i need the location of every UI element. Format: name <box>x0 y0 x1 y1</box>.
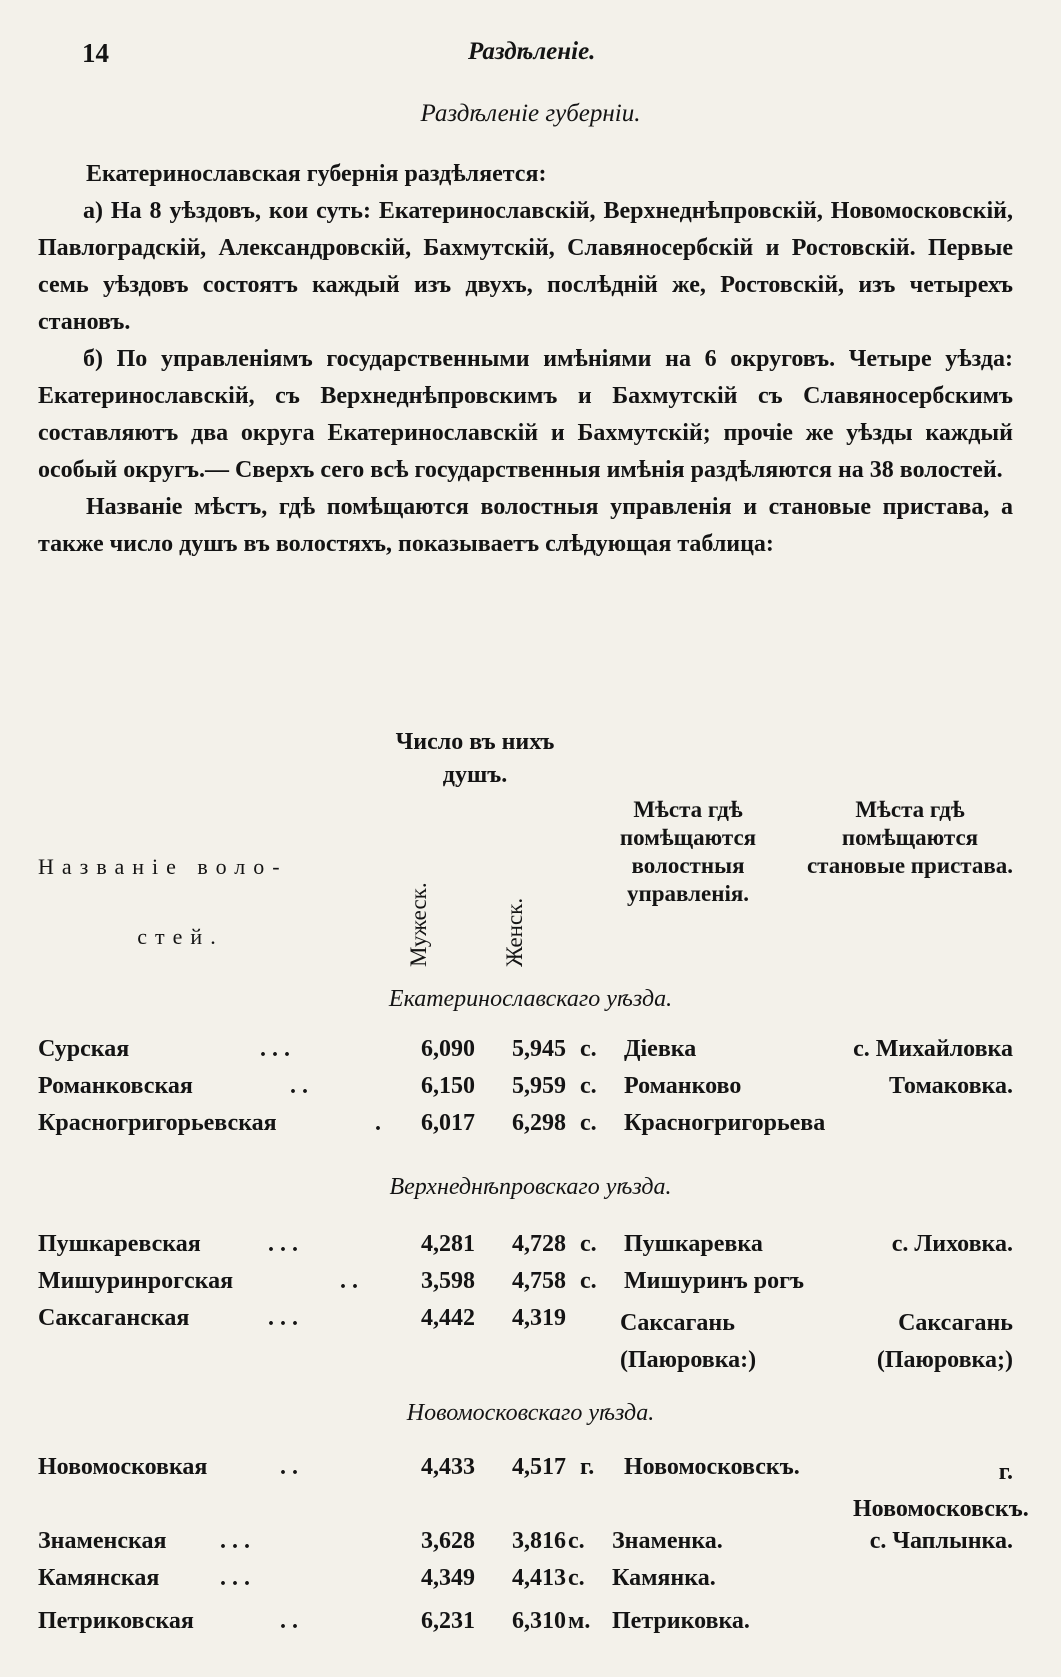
female-count: 6,298 <box>512 1110 566 1136</box>
leader-dots: . <box>375 1110 381 1136</box>
stan-place: г. Новомосковскъ. <box>853 1459 1029 1522</box>
leader-dots: . . . <box>268 1231 298 1257</box>
female-count: 4,728 <box>512 1231 566 1257</box>
volost-place: Знаменка. <box>612 1528 723 1554</box>
table-row <box>0 1110 1061 1147</box>
page-header <box>0 38 1061 78</box>
male-count: 4,433 <box>421 1454 475 1480</box>
volost-place: Романково <box>624 1073 742 1099</box>
male-count: 4,281 <box>421 1231 475 1257</box>
volost-place: Діевка <box>624 1036 697 1062</box>
header-souls-count: Число въ нихъ душъ. <box>395 729 555 788</box>
section-title: Раздѣленіе губерніи. <box>420 100 641 127</box>
female-count: 6,310 <box>512 1608 566 1634</box>
paragraph-a: а) На 8 уѣздовъ, кои суть: Екатеринославскій, Верхнеднѣпровскій, Новомосковскій, Павлоградскій, Александровскій, Бахмутскій, Славяносербскій и Ростовскій. Первые семь уѣздовъ состоятъ каждый изъ двухъ, послѣдній же, Ростовскій, изъ четырехъ становъ. <box>38 198 1013 335</box>
settlement-type: с. <box>568 1565 585 1591</box>
stan-place: Томаковка. <box>889 1073 1013 1099</box>
leader-dots: . . . <box>220 1528 250 1554</box>
table-row <box>0 1073 1061 1110</box>
volost-name: Пушкаревская <box>38 1231 201 1257</box>
stan-place: с. Чаплынка. <box>869 1528 1013 1554</box>
settlement-type: с. <box>580 1073 597 1099</box>
table-row <box>0 1268 1061 1305</box>
volost-place: Новомосковскъ. <box>624 1454 800 1480</box>
district-title: Верхнеднѣпровскаго уѣзда. <box>389 1174 672 1200</box>
male-count: 6,017 <box>421 1110 475 1136</box>
volost-place: Петриковка. <box>612 1608 750 1634</box>
header-male <box>406 842 436 967</box>
leader-dots: . . . <box>268 1305 298 1331</box>
male-count: 6,090 <box>421 1036 475 1062</box>
table-row <box>0 1036 1061 1073</box>
body-text <box>38 156 1013 563</box>
header-volost-name <box>38 832 383 972</box>
volost-name: Петриковская <box>38 1608 194 1634</box>
header-stan-place: Мѣста гдѣ помѣщаются становые пристава. <box>806 797 1014 878</box>
stan-place: с. Михайловка <box>853 1036 1013 1062</box>
male-count: 6,150 <box>421 1073 475 1099</box>
leader-dots: . . . <box>220 1565 250 1591</box>
district-title: Новомосковскаго уѣзда. <box>406 1400 655 1426</box>
table-row <box>0 1608 1061 1645</box>
volost-name: Знаменская <box>38 1528 167 1554</box>
leader-dots: . . <box>280 1608 298 1634</box>
volost-name: Камянская <box>38 1565 160 1591</box>
stan-place: с. Лиховка. <box>891 1231 1013 1257</box>
table-row <box>0 1305 1061 1373</box>
volost-name: Сурская <box>38 1036 130 1062</box>
paragraph-b: б) По управленіямъ государственными имѣніями на 6 округовъ. Четыре уѣзда: Екатеринославскій, съ Верхнеднѣпровскимъ и Бахмутскій съ Славяносербскимъ составляютъ два округа Екатеринославскій и Бахмутскій; прочіе же уѣзды каждый особый округъ.— Сверхъ сего всѣ государственныя имѣнія раздѣляются на 38 волостей. <box>38 346 1013 483</box>
female-count: 3,816 <box>512 1528 566 1554</box>
female-count: 4,319 <box>512 1305 566 1331</box>
male-count: 6,231 <box>421 1608 475 1634</box>
volost-place: Красногригорьева <box>624 1110 826 1136</box>
settlement-type: м. <box>568 1608 591 1634</box>
leader-dots: . . <box>280 1454 298 1480</box>
table-row <box>0 1565 1061 1602</box>
header-volost-name-line1: Названіе воло- <box>38 854 288 879</box>
male-count: 4,442 <box>421 1305 475 1331</box>
settlement-type: с. <box>580 1110 597 1136</box>
paragraph-intro: Екатеринославская губернія раздѣляется: <box>86 161 547 187</box>
volost-place: Камянка. <box>612 1565 716 1591</box>
leader-dots: . . <box>290 1073 308 1099</box>
page-number: 14 <box>82 38 109 68</box>
female-count: 4,413 <box>512 1565 566 1591</box>
district-title: Екатеринославскаго уѣзда. <box>388 986 673 1012</box>
running-title: Раздѣленіе. <box>468 38 596 65</box>
volost-name: Красногригорьевская <box>38 1110 277 1136</box>
female-count: 4,517 <box>512 1454 566 1480</box>
male-count: 3,598 <box>421 1268 475 1294</box>
stan-place: Саксагань (Паюровка;) <box>876 1310 1013 1373</box>
table-row <box>0 1528 1061 1565</box>
volost-name: Романковская <box>38 1073 193 1099</box>
volost-place: Саксагань (Паюровка:) <box>620 1310 757 1373</box>
header-male-label: Мужеск. <box>406 882 431 967</box>
female-count: 5,959 <box>512 1073 566 1099</box>
female-count: 4,758 <box>512 1268 566 1294</box>
leader-dots: . . . <box>260 1036 290 1062</box>
header-volost-name-line2: стей. <box>137 924 224 949</box>
leader-dots: . . <box>340 1268 358 1294</box>
volost-place: Пушкаревка <box>624 1231 763 1257</box>
male-count: 4,349 <box>421 1565 475 1591</box>
settlement-type: с. <box>580 1268 597 1294</box>
table-row <box>0 1231 1061 1268</box>
volost-name: Саксаганская <box>38 1305 190 1331</box>
settlement-type: с. <box>568 1528 585 1554</box>
settlement-type: с. <box>580 1231 597 1257</box>
female-count: 5,945 <box>512 1036 566 1062</box>
table-row <box>0 1454 1061 1522</box>
header-volost-place: Мѣста гдѣ помѣщаются волостныя управленія. <box>619 797 757 906</box>
volost-name: Новомосковкая <box>38 1454 208 1480</box>
volost-place: Мишуринъ рогъ <box>624 1268 804 1294</box>
header-female-label: Женск. <box>502 897 527 967</box>
settlement-type: с. <box>580 1036 597 1062</box>
male-count: 3,628 <box>421 1528 475 1554</box>
paragraph-table-intro: Названіе мѣстъ, гдѣ помѣщаются волостныя управленія и становые пристава, а также число душъ въ волостяхъ, показываетъ слѣдующая таблица: <box>38 494 1013 557</box>
volost-name: Мишуринрогская <box>38 1268 234 1294</box>
settlement-type: г. <box>580 1454 595 1480</box>
header-female <box>502 842 532 967</box>
